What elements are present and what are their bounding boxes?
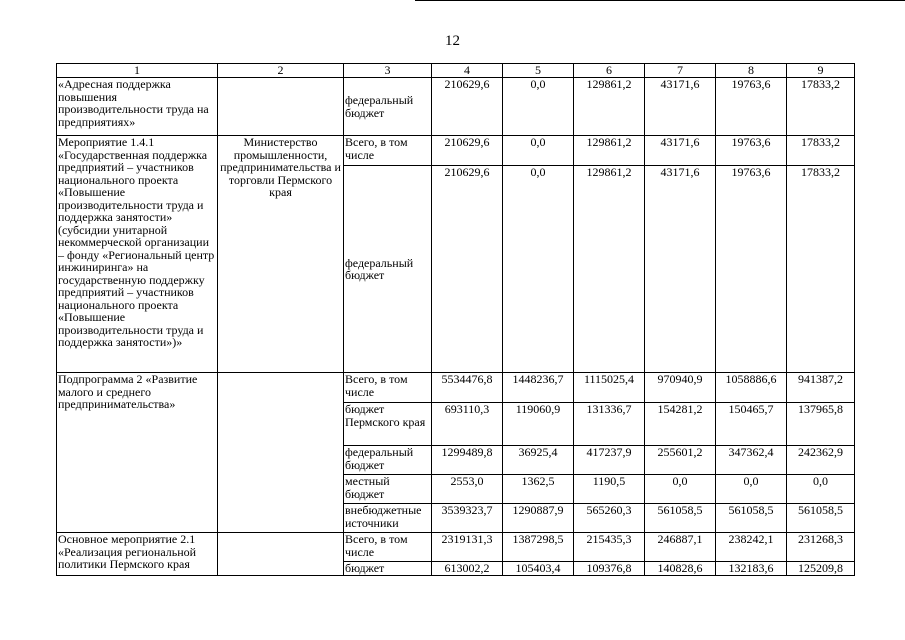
header-cell: 9 [787, 64, 855, 78]
value-cell: 129861,2 [574, 136, 645, 166]
value-cell: 19763,6 [716, 136, 787, 166]
value-cell: 255601,2 [645, 446, 716, 475]
value-cell: 0,0 [503, 166, 574, 373]
value-cell: 43171,6 [645, 136, 716, 166]
value-cell: 1058886,6 [716, 373, 787, 403]
header-cell: 1 [57, 64, 218, 78]
value-cell: 154281,2 [645, 403, 716, 446]
funding-source-cell: местный бюджет [344, 475, 432, 504]
program-name-cell: «Адресная поддержка повышения производительности труда на предприятиях» [57, 78, 218, 136]
value-cell: 2553,0 [432, 475, 503, 504]
value-cell: 693110,3 [432, 403, 503, 446]
value-cell: 150465,7 [716, 403, 787, 446]
value-cell: 17833,2 [787, 166, 855, 373]
program-name-cell: Мероприятие 1.4.1 «Государственная поддержка предприятий – участников национального проекта «Повышение производительности труда и поддержка занятости» (субсидии унитарной некоммерческой организации – фонду «Региональный центр инжиниринга» на государственную поддержку предприятий – участников национального проекта «Повышение производительности труда и поддержка занятости»)» [57, 136, 218, 373]
program-name-cell: Подпрограмма 2 «Развитие малого и среднего предпринимательства» [57, 373, 218, 533]
value-cell: 17833,2 [787, 136, 855, 166]
value-cell: 1290887,9 [503, 504, 574, 533]
value-cell: 17833,2 [787, 78, 855, 136]
table-row [57, 136, 855, 166]
value-cell: 132183,6 [716, 562, 787, 576]
value-cell: 347362,4 [716, 446, 787, 475]
value-cell: 43171,6 [645, 78, 716, 136]
value-cell: 0,0 [503, 136, 574, 166]
value-cell: 140828,6 [645, 562, 716, 576]
header-cell: 5 [503, 64, 574, 78]
top-rule [415, 0, 905, 1]
header-row [57, 64, 855, 78]
value-cell: 0,0 [787, 475, 855, 504]
value-cell: 5534476,8 [432, 373, 503, 403]
value-cell: 613002,2 [432, 562, 503, 576]
value-cell: 3539323,7 [432, 504, 503, 533]
header-cell: 6 [574, 64, 645, 78]
value-cell: 238242,1 [716, 533, 787, 562]
value-cell: 215435,3 [574, 533, 645, 562]
funding-source-cell: бюджет [344, 562, 432, 576]
funding-source-cell: федеральный бюджет [344, 166, 432, 373]
value-cell: 2319131,3 [432, 533, 503, 562]
value-cell: 19763,6 [716, 78, 787, 136]
value-cell: 0,0 [645, 475, 716, 504]
table-row [57, 373, 855, 403]
funding-source-cell: внебюджетные источники [344, 504, 432, 533]
value-cell: 1190,5 [574, 475, 645, 504]
value-cell: 561058,5 [716, 504, 787, 533]
executor-cell [218, 78, 344, 136]
value-cell: 125209,8 [787, 562, 855, 576]
funding-source-cell: бюджет Пермского края [344, 403, 432, 446]
funding-source-cell: федеральный бюджет [344, 446, 432, 475]
funding-source-cell: Всего, в том числе [344, 136, 432, 166]
table-row [57, 78, 855, 136]
value-cell: 19763,6 [716, 166, 787, 373]
program-name-cell: Основное мероприятие 2.1 «Реализация региональной политики Пермского края [57, 533, 218, 576]
value-cell: 231268,3 [787, 533, 855, 562]
value-cell: 1362,5 [503, 475, 574, 504]
value-cell: 131336,7 [574, 403, 645, 446]
value-cell: 242362,9 [787, 446, 855, 475]
header-cell: 8 [716, 64, 787, 78]
value-cell: 561058,5 [645, 504, 716, 533]
funding-source-cell: Всего, в том числе [344, 373, 432, 403]
executor-cell [218, 533, 344, 576]
value-cell: 137965,8 [787, 403, 855, 446]
header-cell: 7 [645, 64, 716, 78]
value-cell: 565260,3 [574, 504, 645, 533]
value-cell: 1387298,5 [503, 533, 574, 562]
value-cell: 417237,9 [574, 446, 645, 475]
value-cell: 941387,2 [787, 373, 855, 403]
value-cell: 119060,9 [503, 403, 574, 446]
value-cell: 210629,6 [432, 136, 503, 166]
header-cell: 2 [218, 64, 344, 78]
page-number: 12 [445, 33, 460, 49]
value-cell: 105403,4 [503, 562, 574, 576]
value-cell: 0,0 [503, 78, 574, 136]
value-cell: 109376,8 [574, 562, 645, 576]
value-cell: 561058,5 [787, 504, 855, 533]
value-cell: 43171,6 [645, 166, 716, 373]
value-cell: 129861,2 [574, 166, 645, 373]
executor-cell [218, 373, 344, 533]
executor-cell: Министерство промышленности, предпринимательства и торговли Пермского края [218, 136, 344, 373]
header-cell: 3 [344, 64, 432, 78]
value-cell: 1115025,4 [574, 373, 645, 403]
value-cell: 210629,6 [432, 78, 503, 136]
value-cell: 36925,4 [503, 446, 574, 475]
value-cell: 210629,6 [432, 166, 503, 373]
funding-source-cell: федеральный бюджет [344, 78, 432, 136]
budget-table [56, 63, 855, 576]
header-cell: 4 [432, 64, 503, 78]
value-cell: 970940,9 [645, 373, 716, 403]
funding-source-cell: Всего, в том числе [344, 533, 432, 562]
value-cell: 0,0 [716, 475, 787, 504]
value-cell: 246887,1 [645, 533, 716, 562]
value-cell: 129861,2 [574, 78, 645, 136]
value-cell: 1299489,8 [432, 446, 503, 475]
value-cell: 1448236,7 [503, 373, 574, 403]
table-row [57, 533, 855, 562]
